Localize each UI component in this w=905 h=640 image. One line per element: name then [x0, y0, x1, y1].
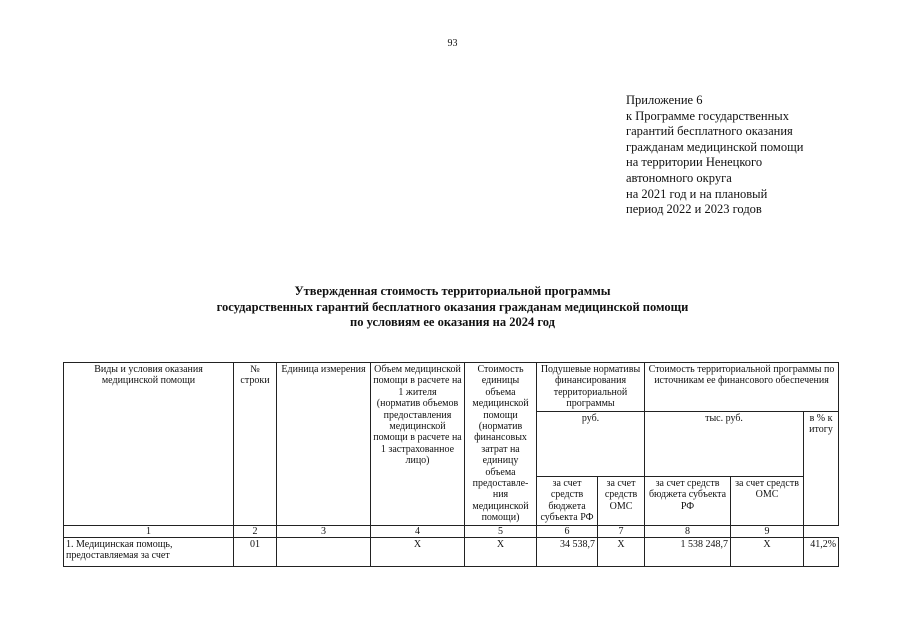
header-unit-cost [465, 363, 537, 526]
row-cost-budget: 1 538 248,7 [645, 537, 731, 566]
table-header-row [64, 363, 839, 412]
header-row-number: № строки [234, 363, 277, 526]
cost-table [63, 362, 839, 567]
row-per-capita-budget: 34 538,7 [537, 537, 598, 566]
column-number: 4 [371, 525, 465, 537]
column-number: 8 [645, 525, 731, 537]
row-percent: 41,2% [804, 537, 839, 566]
column-number: 2 [234, 525, 277, 537]
header-percent: в % к итогу [804, 411, 839, 525]
row-name: 1. Медицинская помощь, предоставляемая за счет [64, 537, 234, 566]
column-number: 1 [64, 525, 234, 537]
appendix-line: на территории Ненецкого [626, 155, 763, 170]
header-per-capita-oms: за счет средств ОМС [598, 477, 645, 526]
header-unit-cost-bottom: (норматив финансовых затрат на единицу объема предоставле- ния медицинской помощи) [472, 421, 529, 524]
header-types: Виды и условия оказания медицинской помощи [64, 363, 234, 526]
column-number: 9 [731, 525, 804, 537]
column-number-row [64, 525, 839, 537]
column-number: 7 [598, 525, 645, 537]
appendix-line: период 2022 и 2023 годов [626, 202, 762, 217]
header-per-capita-unit: руб. [537, 411, 645, 476]
header-volume [371, 363, 465, 526]
title-line: государственных гарантий бесплатного оказания гражданам медицинской помощи [216, 299, 689, 314]
row-number: 01 [234, 537, 277, 566]
row-unit-cost: X [465, 537, 537, 566]
header-cost-budget: за счет средств бюджета субъекта РФ [645, 477, 731, 526]
header-unit: Единица измерения [277, 363, 371, 526]
appendix-line: к Программе государственных [626, 108, 789, 123]
row-cost-oms: X [731, 537, 804, 566]
appendix-line: гарантий бесплатного оказания [626, 124, 793, 139]
appendix-line: гражданам медицинской помощи [626, 139, 804, 154]
document-title [0, 284, 905, 331]
table-row [64, 537, 839, 566]
title-line: по условиям ее оказания на 2024 год [350, 315, 555, 329]
header-program-cost: Стоимость территориальной программы по источникам ее финансового обеспечения [645, 363, 839, 412]
header-per-capita: Подушевые нормативы финансирования территориальной программы [537, 363, 645, 412]
row-per-capita-oms: X [598, 537, 645, 566]
header-unit-cost-top: Стоимость единицы объема медицинской помощи [472, 364, 529, 421]
page-number: 93 [447, 38, 458, 49]
appendix-line: на 2021 год и на плановый [626, 186, 768, 201]
header-volume-top: Объем медицинской помощи в расчете на 1 жителя [373, 364, 462, 398]
header-program-cost-unit: тыс. руб. [645, 411, 804, 476]
row-unit [277, 537, 371, 566]
column-number: 6 [537, 525, 598, 537]
appendix-note [626, 93, 876, 218]
appendix-line: автономного округа [626, 170, 732, 185]
header-per-capita-budget: за счет средств бюджета субъекта РФ [537, 477, 598, 526]
header-cost-oms: за счет средств ОМС [731, 477, 804, 526]
row-volume: X [371, 537, 465, 566]
column-number: 3 [277, 525, 371, 537]
header-volume-bottom: (норматив объемов предоставления медицинской помощи в расчете на 1 застрахованное лицо) [373, 398, 462, 467]
column-number: 5 [465, 525, 537, 537]
title-line: Утвержденная стоимость территориальной программы [294, 284, 611, 298]
appendix-line: Приложение 6 [626, 93, 703, 107]
